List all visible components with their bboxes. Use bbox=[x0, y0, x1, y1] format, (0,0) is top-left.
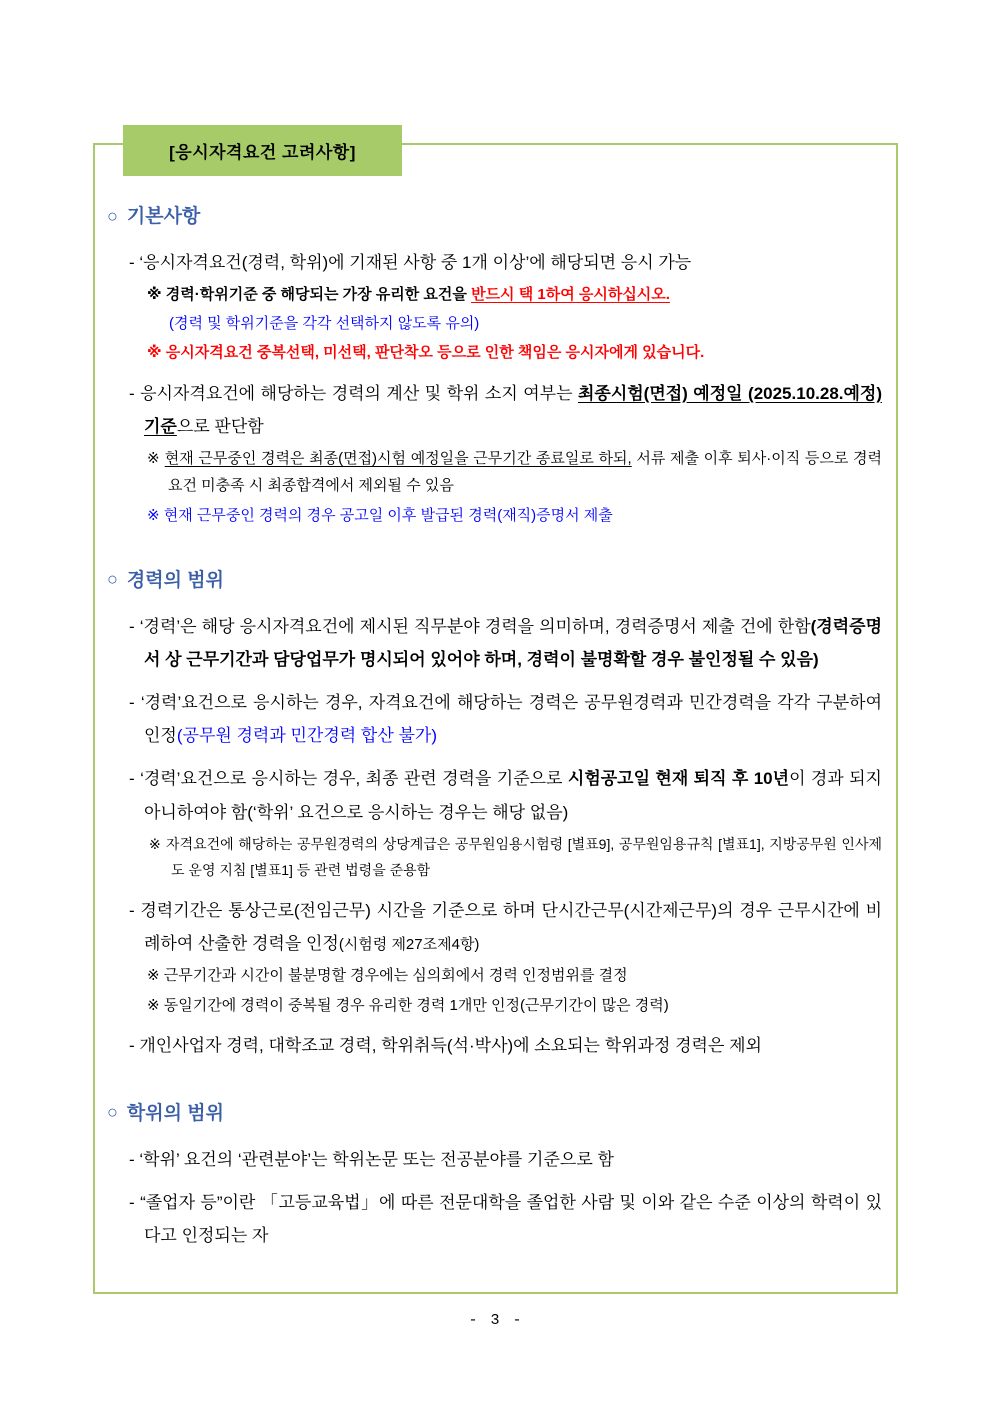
text-segment: ※ bbox=[147, 450, 165, 468]
text-segment: 시험공고일 현재 퇴직 후 10년 bbox=[567, 769, 790, 789]
section bbox=[107, 565, 882, 1062]
dash-item bbox=[129, 686, 882, 752]
dash-item bbox=[129, 377, 882, 443]
text-segment: - ‘경력’은 해당 응시자격요건에 제시된 직무분야 경력을 의미하며, 경력증명서 제출 건에 한함 bbox=[129, 616, 811, 636]
text-segment: - ‘학위’ 요건의 ‘관련분야’는 학위논문 또는 전공분야를 기준으로 함 bbox=[129, 1149, 614, 1169]
text-segment: 최종시험(면접) 예정일 (2025.10.28.예정) 기준 bbox=[144, 383, 883, 436]
section-heading-label: 기본사항 bbox=[126, 206, 201, 227]
box-title: [응시자격요건 고려사항] bbox=[123, 125, 402, 176]
section-heading-label: 학위의 범위 bbox=[126, 1102, 224, 1124]
section-heading bbox=[107, 201, 882, 228]
section-heading bbox=[107, 565, 882, 592]
text-segment: - 응시자격요건에 해당하는 경력의 계산 및 학위 소지 여부는 bbox=[129, 383, 578, 403]
text-segment: ※ 동일기간에 경력이 중복될 경우 유리한 경력 1개만 인정(근무기간이 많은 경력) bbox=[147, 996, 669, 1014]
text-segment: 현재 근무중인 경력은 최종(면접)시험 예정일을 근무기간 종료일로 하되, bbox=[164, 450, 632, 468]
section-heading bbox=[107, 1098, 882, 1125]
circle-bullet-icon: ○ bbox=[107, 205, 118, 226]
note-item bbox=[147, 502, 882, 529]
text-segment: - ‘응시자격요건(경력, 학위)에 기재된 사항 중 1개 이상’에 해당되면 응시 가능 bbox=[129, 253, 692, 272]
section bbox=[107, 201, 882, 529]
text-segment: - “졸업자 등”이란 「고등교육법」에 따른 전문대학을 졸업한 사람 및 이와 같은 수준 이상의 학력이 있다고 인정되는 자 bbox=[129, 1193, 882, 1246]
section bbox=[107, 1098, 882, 1252]
text-segment: (시험령 제27조제4항) bbox=[338, 936, 480, 954]
text-segment: - ‘경력’요건으로 응시하는 경우, 자격요건에 해당하는 경력은 공무원경력과 민간경력을 각각 구분하여 인정 bbox=[129, 693, 882, 746]
text-segment: ※ 근무기간과 시간이 불분명할 경우에는 심의회에서 경력 인정범위를 결정 bbox=[147, 967, 628, 985]
page-number: - 3 - bbox=[468, 1312, 524, 1329]
dash-item bbox=[129, 894, 882, 960]
circle-bullet-icon: ○ bbox=[107, 569, 118, 590]
note-item bbox=[147, 992, 882, 1019]
dash-item bbox=[129, 610, 882, 676]
dash-item bbox=[129, 1186, 882, 1252]
text-segment: (공무원 경력과 민간경력 합산 불가) bbox=[176, 726, 437, 746]
text-segment: 반드시 택 1하여 응시하십시오. bbox=[471, 286, 670, 304]
text-segment: 이 경과 되지 아니하여야 함(‘학위’ 요건으로 응시하는 경우는 해당 없음) bbox=[144, 769, 882, 822]
text-segment: ※ 현재 근무중인 경력의 경우 공고일 이후 발급된 경력(재직)증명서 제출 bbox=[147, 506, 613, 524]
text-segment: 서류 제출 이후 퇴사·이직 등으로 경력요건 미충족 시 최종합격에서 제외될 수 있음 bbox=[168, 450, 882, 495]
text-segment: (경력증명서 상 근무기간과 담당업무가 명시되어 있어야 하며, 경력이 불명확할 경우 불인정될 수 있음) bbox=[144, 616, 882, 670]
dash-item bbox=[129, 1029, 882, 1062]
text-segment: - ‘경력’요건으로 응시하는 경우, 최종 관련 경력을 기준으로 bbox=[129, 769, 568, 789]
text-segment: ※ 경력·학위기준 중 해당되는 가장 유리한 요건을 bbox=[147, 286, 472, 304]
text-segment: - 경력기간은 통상근로(전임근무) 시간을 기준으로 하며 단시간근무(시간제근무)의 경우 근무시간에 비례하여 산출한 경력을 인정 bbox=[129, 900, 882, 954]
text-segment: (경력 및 학위기준을 각각 선택하지 않도록 유의) bbox=[169, 315, 480, 333]
text-segment: ※ 응시자격요건 중복선택, 미선택, 판단착오 등으로 인한 책임은 응시자에게 있습니다. bbox=[147, 344, 705, 362]
note-sm-item bbox=[149, 831, 882, 884]
text-segment: - 개인사업자 경력, 대학조교 경력, 학위취득(석·박사)에 소요되는 학위과정 경력은 제외 bbox=[129, 1035, 762, 1055]
note-item bbox=[147, 339, 882, 366]
dash-item bbox=[129, 246, 882, 279]
subnote-item bbox=[169, 310, 882, 337]
sections-container bbox=[107, 201, 882, 1252]
section-heading-label: 경력의 범위 bbox=[126, 569, 224, 591]
note-item bbox=[147, 281, 882, 308]
text-segment: ※ 자격요건에 해당하는 공무원경력의 상당계급은 공무원임용시험령 [별표9], 공무원임용규칙 [별표1], 지방공무원 인사제도 운영 지침 [별표1] 등 관련 법령을 준용함 bbox=[149, 835, 882, 879]
note-item bbox=[147, 445, 882, 500]
dash-item bbox=[129, 1143, 882, 1176]
circle-bullet-icon: ○ bbox=[107, 1102, 118, 1123]
content-box bbox=[93, 143, 898, 1294]
text-segment: 으로 판단함 bbox=[176, 416, 264, 436]
note-item bbox=[147, 962, 882, 989]
dash-item bbox=[129, 762, 882, 828]
